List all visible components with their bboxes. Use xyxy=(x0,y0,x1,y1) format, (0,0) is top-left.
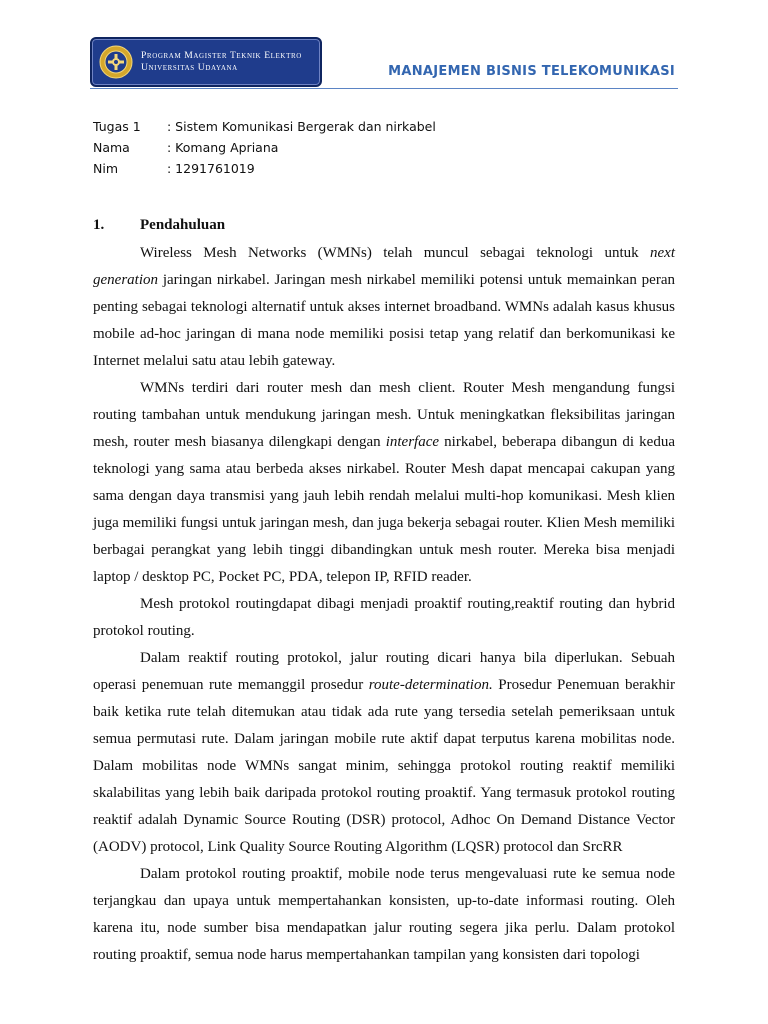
paragraph-text: jaringan nirkabel. Jaringan mesh nirkabel memiliki potensi untuk memainkan peran penting sebagai teknologi alternatif untuk akses internet broadband. WMNs adalah kasus khusus mobile ad-hoc jaringan di mana node memiliki posisi tetap yang relatif dan berkomunikasi ke Internet melalui satu atau lebih gateway. xyxy=(93,272,675,369)
paragraph-text: Dalam reaktif routing protokol, jalur routing dicari hanya bila diperlukan. Sebuah operasi penemuan rute memanggil prosedur xyxy=(93,650,675,693)
paragraph-text: Prosedur Penemuan berakhir baik ketika rute telah ditemukan atau tidak ada rute yang tersedia setelah pemeriksaan untuk semua permutasi rute. Dalam jaringan mobile rute aktif dapat terputus karena mobilitas node. Dalam mobilitas node WMNs sangat minim, sehingga protokol routing reaktif memiliki skalabilitas yang lebih baik daripada protokol routing proaktif. Yang termasuk protokol routing reaktif adalah Dynamic Source Routing (DSR) protocol, Adhoc On Demand Distance Vector (AODV) protocol, Link Quality Source Routing Algorithm (LQSR) protocol dan SrcRR xyxy=(93,677,675,855)
info-label: Nim xyxy=(93,161,118,176)
paragraph-3: Mesh protokol routingdapat dibagi menjadi proaktif routing,reaktif routing dan hybrid protokol routing. xyxy=(93,596,675,639)
section-heading xyxy=(93,217,225,234)
paragraph-emphasis: interface xyxy=(385,434,440,450)
info-row-nim xyxy=(93,158,436,179)
info-value: : Komang Apriana xyxy=(167,140,279,155)
paragraph-1 xyxy=(93,240,675,375)
paragraph-text: WMNs terdiri dari router mesh dan mesh client. Router Mesh mengandung fungsi routing tambahan untuk mendukung jaringan mesh. Untuk meningkatkan fleksibilitas jaringan mesh, router mesh biasanya dilengkapi dengan xyxy=(93,380,675,450)
logo-line-program: Program Magister Teknik Elektro xyxy=(141,50,302,61)
university-logo-banner xyxy=(90,37,322,87)
info-label: Nama xyxy=(93,140,130,155)
paragraph-emphasis: next generation xyxy=(93,245,675,288)
info-row-nama xyxy=(93,137,436,158)
header-title: MANAJEMEN BISNIS TELEKOMUNIKASI xyxy=(388,64,675,79)
info-row-tugas xyxy=(93,116,436,137)
paragraph-emphasis: route-determination. xyxy=(368,677,493,693)
paragraph-5: Dalam protokol routing proaktif, mobile node terus mengevaluasi rute ke semua node terjangkau dan upaya untuk mempertahankan konsisten, up-to-date informasi routing. Oleh karena itu, node sumber bisa mendapatkan jalur routing segera jika perlu. Dalam protokol routing proaktif, semua node harus mempertahankan tampilan yang konsisten dari topologi xyxy=(93,866,675,963)
header-divider xyxy=(90,88,678,89)
info-value: : 1291761019 xyxy=(167,161,255,176)
paragraph-2 xyxy=(93,375,675,591)
section-title: Pendahuluan xyxy=(140,217,226,233)
body-text xyxy=(93,240,675,969)
info-value: : Sistem Komunikasi Bergerak dan nirkabel xyxy=(167,119,436,134)
paragraph-text: Wireless Mesh Networks (WMNs) telah muncul sebagai teknologi untuk xyxy=(140,245,651,261)
info-label: Tugas 1 xyxy=(93,119,141,134)
assignment-info xyxy=(93,116,436,179)
section-number: 1. xyxy=(93,217,105,233)
university-seal-icon xyxy=(99,45,133,79)
paragraph-text: nirkabel, beberapa dibangun di kedua teknologi yang sama atau berbeda akses nirkabel. Router Mesh dapat mencapai cakupan yang sama dengan daya transmisi yang jauh lebih rendah melalui multi-hop komunikasi. Mesh klien juga memiliki fungsi untuk jaringan mesh, dan juga bekerja sebagai router. Klien Mesh memiliki berbagai perangkat yang lebih tinggi dibandingkan untuk mesh router. Mereka bisa menjadi laptop / desktop PC, Pocket PC, PDA, telepon IP, RFID reader. xyxy=(93,434,675,585)
logo-text xyxy=(141,50,302,74)
logo-line-university: Universitas Udayana xyxy=(141,62,238,73)
paragraph-4 xyxy=(93,645,675,861)
